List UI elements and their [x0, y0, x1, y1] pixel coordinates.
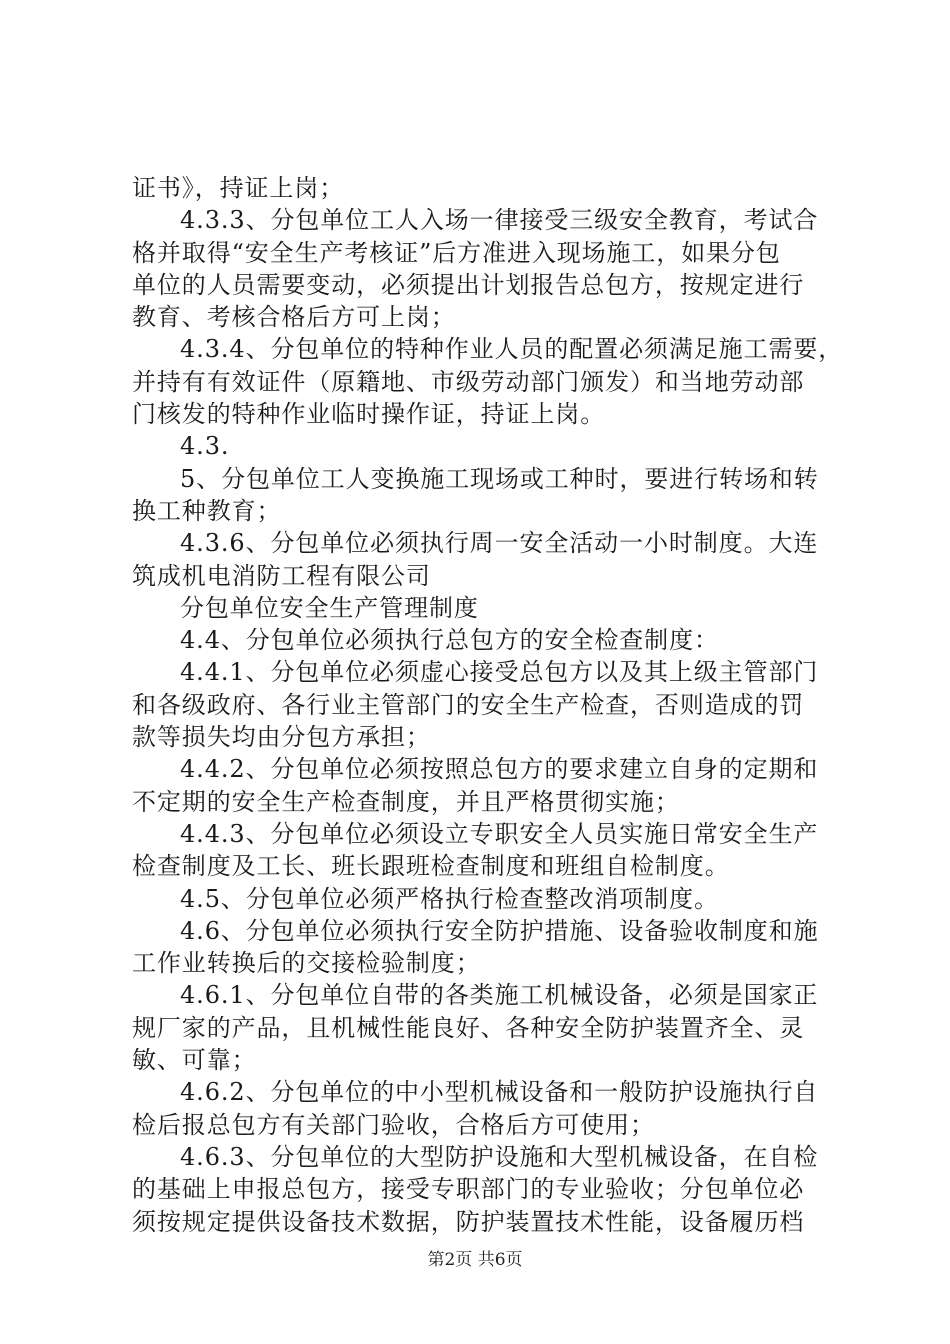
text-line: 4.3.6、分包单位必须执行周一安全活动一小时制度。大连 [180, 529, 819, 558]
text-line: 4.6、分包单位必须执行安全防护措施、设备验收制度和施 [180, 916, 819, 945]
text-line: 敏、可靠； [132, 1046, 257, 1075]
text-line: 换工种教育； [132, 496, 282, 525]
text-line: 证书》，持证上岗； [132, 174, 345, 202]
text-line: 须按规定提供设备技术数据，防护装置技术性能，设备履历档 [132, 1207, 805, 1236]
text-line: 规厂家的产品，且机械性能良好、各种安全防护装置齐全、灵 [132, 1013, 805, 1042]
text-line: 的基础上申报总包方，接受专职部门的专业验收；分包单位必 [132, 1175, 805, 1204]
text-line: 并持有有效证件（原籍地、市级劳动部门颁发）和当地劳动部 [132, 367, 805, 396]
text-line: 格并取得“安全生产考核证”后方准进入现场施工，如果分包 [132, 238, 781, 267]
text-line: 4.6.1、分包单位自带的各类施工机械设备，必须是国家正 [180, 981, 819, 1010]
text-line: 教育、考核合格后方可上岗； [132, 303, 456, 332]
text-line: 4.4.2、分包单位必须按照总包方的要求建立自身的定期和 [180, 755, 819, 784]
text-line: 分包单位安全生产管理制度 [180, 593, 479, 622]
text-line: 4.3. [180, 432, 230, 461]
document-body [132, 172, 844, 1238]
text-line: 4.4.3、分包单位必须设立专职安全人员实施日常安全生产 [180, 819, 819, 848]
text-line: 4.3.4、分包单位的特种作业人员的配置必须满足施工需要， [180, 335, 844, 364]
text-line: 4.4.1、分包单位必须虚心接受总包方以及其上级主管部门 [180, 658, 819, 687]
text-line: 4.6.2、分包单位的中小型机械设备和一般防护设施执行自 [180, 1078, 819, 1107]
text-line: 和各级政府、各行业主管部门的安全生产检查，否则造成的罚 [132, 690, 805, 719]
text-line: 款等损失均由分包方承担； [132, 723, 431, 752]
text-line: 5、分包单位工人变换施工现场或工种时，要进行转场和转 [180, 464, 819, 493]
page-footer: 第2页 共6页 [427, 1250, 523, 1270]
text-line: 4.5、分包单位必须严格执行检查整改消项制度。 [180, 884, 719, 913]
text-line: 4.6.3、分包单位的大型防护设施和大型机械设备，在自检 [180, 1142, 819, 1171]
text-line: 4.3.3、分包单位工人入场一律接受三级安全教育，考试合 [180, 206, 819, 235]
text-line: 筑成机电消防工程有限公司 [132, 561, 431, 590]
text-line: 检查制度及工长、班长跟班检查制度和班组自检制度。 [132, 852, 730, 881]
text-line: 工作业转换后的交接检验制度； [132, 949, 481, 978]
text-line: 门核发的特种作业临时操作证，持证上岗。 [132, 400, 606, 429]
text-line: 单位的人员需要变动，必须提出计划报告总包方，按规定进行 [132, 270, 805, 299]
text-line: 4.4、分包单位必须执行总包方的安全检查制度： [180, 626, 719, 655]
text-line: 检后报总包方有关部门验收，合格后方可使用； [132, 1110, 655, 1139]
text-line: 不定期的安全生产检查制度，并且严格贯彻实施； [132, 787, 680, 816]
